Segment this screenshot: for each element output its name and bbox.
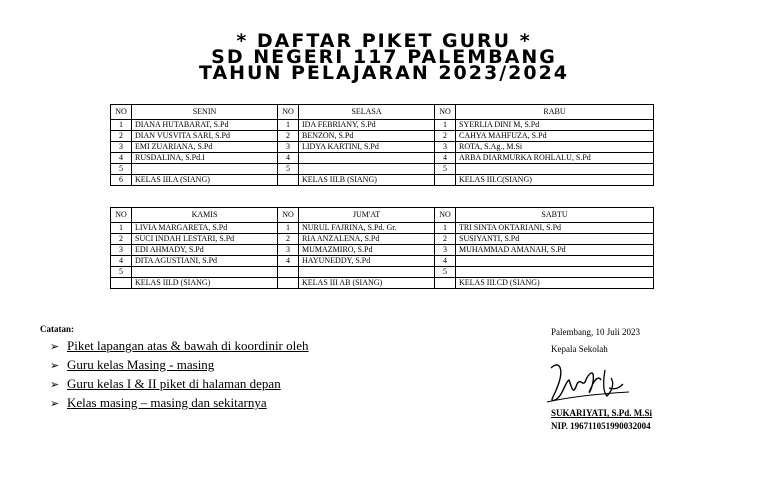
table-row — [111, 278, 654, 289]
signature-nip: NIP. 196711051990032004 — [551, 421, 651, 431]
teacher-name: EMI ZUARIANA, S.Pd — [132, 142, 278, 153]
arrow-bullet-icon: ➢ — [50, 397, 60, 410]
row-number: 2 — [435, 131, 456, 142]
no-header: NO — [278, 105, 299, 120]
note-item — [50, 337, 309, 356]
day-header: SENIN — [132, 105, 278, 120]
day-header: SELASA — [299, 105, 435, 120]
row-number: 5 — [278, 164, 299, 175]
row-number: 4 — [278, 256, 299, 267]
row-number — [111, 278, 132, 289]
row-number: 2 — [111, 131, 132, 142]
signature-role: Kepala Sekolah — [551, 344, 608, 354]
teacher-name: NURUL FAJRINA, S.Pd. Gr. — [299, 223, 435, 234]
row-number: 5 — [435, 164, 456, 175]
title-line-1: * DAFTAR PIKET GURU * — [236, 30, 532, 52]
teacher-name: RUSDALINA, S.Pd.I — [132, 153, 278, 164]
teacher-name: KELAS III.CD (SIANG) — [456, 278, 654, 289]
no-header: NO — [435, 105, 456, 120]
teacher-name — [299, 153, 435, 164]
teacher-name — [132, 164, 278, 175]
teacher-name: ARBA DIARMURKA ROHLALU, S.Pd — [456, 153, 654, 164]
table-row — [111, 164, 654, 175]
teacher-name: DIAN VUSVITA SARI, S.Pd — [132, 131, 278, 142]
teacher-name: HAYUNEDDY, S.Pd — [299, 256, 435, 267]
row-number: 4 — [435, 256, 456, 267]
day-header: RABU — [456, 105, 654, 120]
teacher-name: MUMAZMIRO, S.Pd — [299, 245, 435, 256]
teacher-name: MUHAMMAD AMANAH, S.Pd — [456, 245, 654, 256]
teacher-name: KELAS III AB (SIANG) — [299, 278, 435, 289]
row-number: 1 — [111, 223, 132, 234]
teacher-name — [132, 267, 278, 278]
note-text: Guru kelas Masing - masing — [67, 357, 215, 372]
day-header: KAMIS — [132, 208, 278, 223]
teacher-name: EDI AHMADY, S.Pd — [132, 245, 278, 256]
row-number: 3 — [435, 245, 456, 256]
note-item — [50, 375, 309, 394]
row-number: 3 — [278, 245, 299, 256]
row-number: 1 — [278, 120, 299, 131]
teacher-name: DIANA HUTABARAT, S.Pd — [132, 120, 278, 131]
row-number: 4 — [111, 153, 132, 164]
row-number: 2 — [278, 234, 299, 245]
row-number: 1 — [111, 120, 132, 131]
teacher-name: KELAS III.A (SIANG) — [132, 175, 278, 186]
teacher-name: LIVIA MARGARETA, S.Pd — [132, 223, 278, 234]
teacher-name: IDA FEBRIANY, S.Pd — [299, 120, 435, 131]
row-number: 1 — [435, 120, 456, 131]
signature-name: SUKARIYATI, S.Pd. M.Si — [551, 408, 653, 418]
teacher-name: CAHYA MAHFUZA, S.Pd — [456, 131, 654, 142]
teacher-name: SYERLIA DINI M, S.Pd — [456, 120, 654, 131]
table-header-row — [111, 105, 654, 120]
teacher-name: SUSIYANTI, S.Pd — [456, 234, 654, 245]
row-number: 4 — [111, 256, 132, 267]
table-row — [111, 142, 654, 153]
teacher-name: SUCI INDAH LESTARI, S.Pd — [132, 234, 278, 245]
table-row — [111, 153, 654, 164]
table-row — [111, 223, 654, 234]
teacher-name: TRI SINTA OKTARIANI, S.Pd — [456, 223, 654, 234]
row-number: 3 — [435, 142, 456, 153]
title-school-name: SD NEGERI 117 PALEMBANG — [211, 46, 557, 68]
row-number: 4 — [435, 153, 456, 164]
note-item — [50, 394, 309, 413]
table-row — [111, 131, 654, 142]
teacher-name — [299, 164, 435, 175]
no-header: NO — [111, 105, 132, 120]
teacher-name — [456, 164, 654, 175]
row-number: 5 — [111, 267, 132, 278]
handwritten-signature-icon — [545, 358, 635, 414]
row-number — [435, 278, 456, 289]
piket-table-kamis-sabtu — [110, 207, 654, 289]
row-number — [435, 175, 456, 186]
row-number: 1 — [278, 223, 299, 234]
signature-date: Palembang, 10 Juli 2023 — [551, 327, 640, 337]
row-number: 3 — [278, 142, 299, 153]
row-number: 2 — [435, 234, 456, 245]
table-row — [111, 234, 654, 245]
table-header-row — [111, 208, 654, 223]
row-number — [278, 278, 299, 289]
teacher-name — [456, 267, 654, 278]
teacher-name: LIDYA KARTINI, S.Pd — [299, 142, 435, 153]
row-number: 3 — [111, 142, 132, 153]
notes-label: Catatan: — [40, 324, 74, 334]
row-number: 6 — [111, 175, 132, 186]
row-number: 2 — [111, 234, 132, 245]
table-row — [111, 256, 654, 267]
table-row — [111, 245, 654, 256]
no-header: NO — [111, 208, 132, 223]
teacher-name: BENZON, S.Pd — [299, 131, 435, 142]
row-number — [278, 267, 299, 278]
note-item — [50, 356, 309, 375]
row-number: 5 — [111, 164, 132, 175]
row-number — [278, 175, 299, 186]
day-header: JUM'AT — [299, 208, 435, 223]
notes-list — [50, 337, 309, 413]
row-number: 3 — [111, 245, 132, 256]
note-text: Kelas masing – masing dan sekitarnya — [67, 395, 267, 410]
table-row — [111, 175, 654, 186]
row-number: 4 — [278, 153, 299, 164]
arrow-bullet-icon: ➢ — [50, 340, 60, 353]
teacher-name: KELAS III.C(SIANG) — [456, 175, 654, 186]
piket-table-senin-rabu — [110, 104, 654, 186]
teacher-name: ROTA, S.Ag., M.Si — [456, 142, 654, 153]
no-header: NO — [435, 208, 456, 223]
teacher-name: KELAS III.D (SIANG) — [132, 278, 278, 289]
title-school-year: TAHUN PELAJARAN 2023/2024 — [198, 62, 570, 84]
arrow-bullet-icon: ➢ — [50, 378, 60, 391]
teacher-name: KELAS III.B (SIANG) — [299, 175, 435, 186]
row-number: 5 — [435, 267, 456, 278]
table-row — [111, 120, 654, 131]
note-text: Piket lapangan atas & bawah di koordinir oleh — [67, 338, 309, 353]
row-number: 2 — [278, 131, 299, 142]
teacher-name — [456, 256, 654, 267]
teacher-name: DITA AGUSTIANI, S.Pd — [132, 256, 278, 267]
no-header: NO — [278, 208, 299, 223]
row-number: 1 — [435, 223, 456, 234]
table-row — [111, 267, 654, 278]
day-header: SABTU — [456, 208, 654, 223]
teacher-name: RIA ANZALENA, S.Pd — [299, 234, 435, 245]
note-text: Guru kelas I & II piket di halaman depan — [67, 376, 281, 391]
arrow-bullet-icon: ➢ — [50, 359, 60, 372]
teacher-name — [299, 267, 435, 278]
